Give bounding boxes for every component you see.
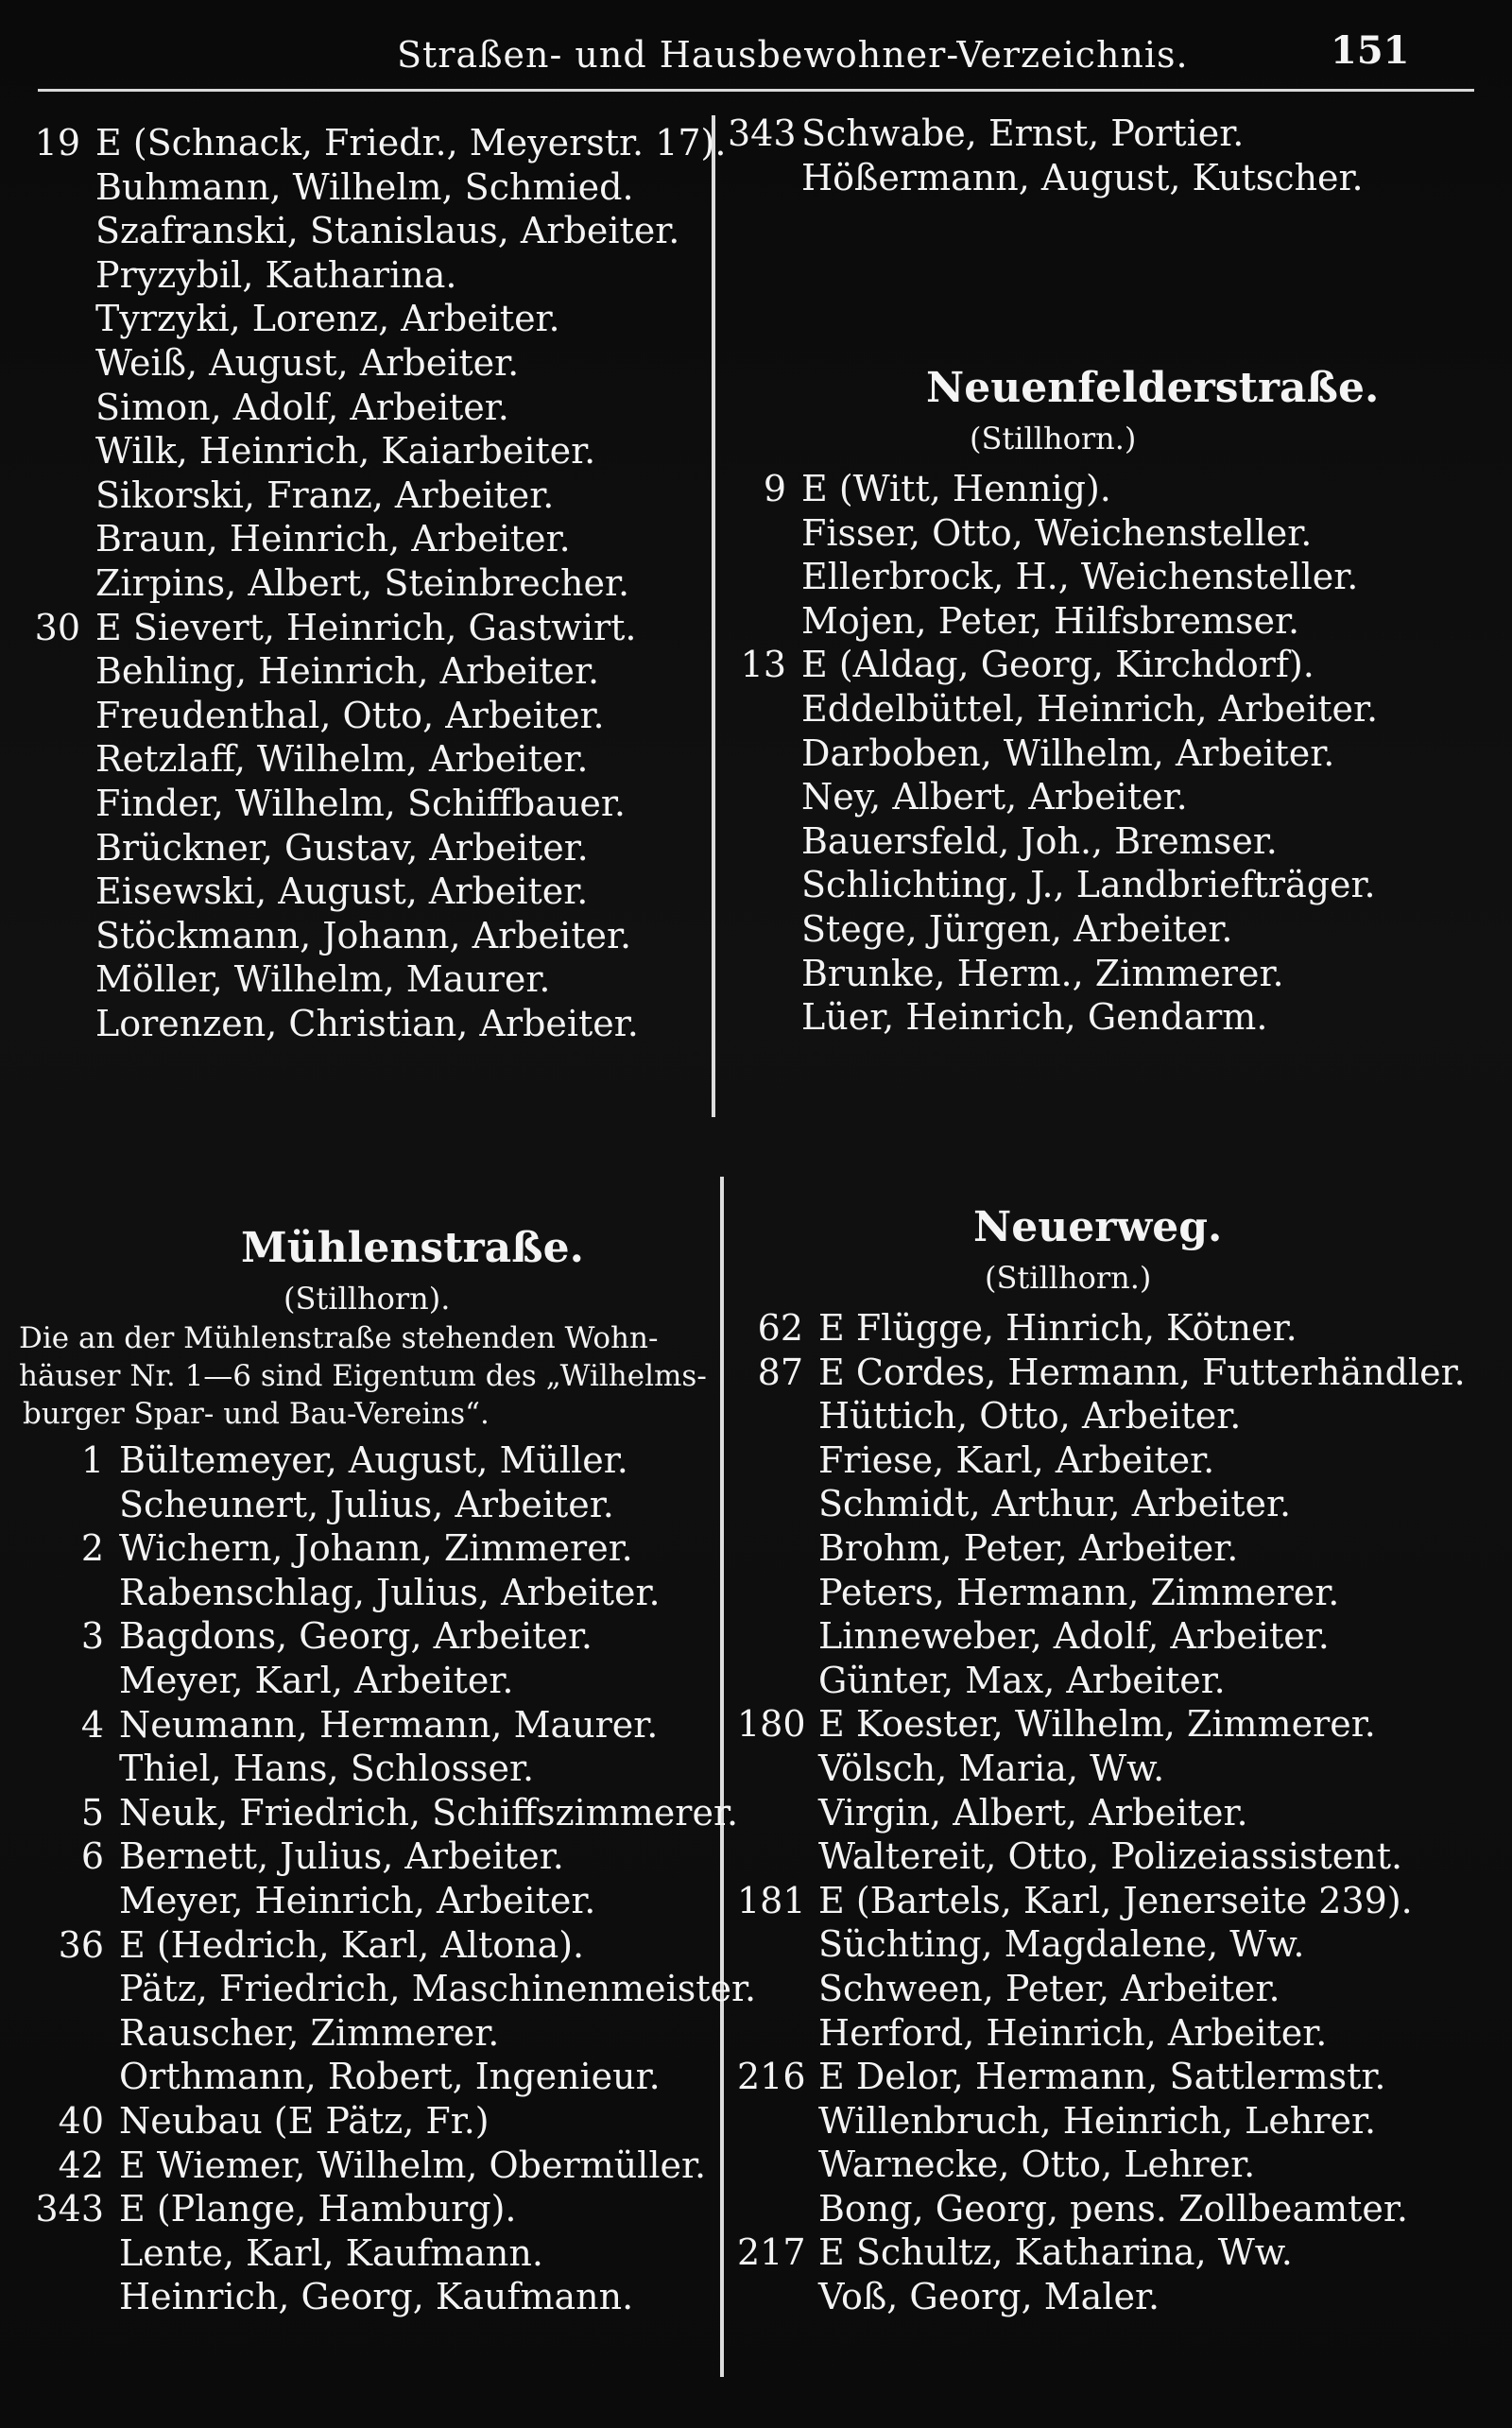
resident-entry: E Sievert, Heinrich, Gastwirt. <box>95 606 637 648</box>
directory-entry <box>728 687 1484 732</box>
directory-entry <box>728 511 1484 556</box>
directory-entry <box>19 1526 718 1571</box>
directory-entry <box>28 782 709 826</box>
directory-entry <box>19 1703 718 1748</box>
resident-entry: Simon, Adolf, Arbeiter. <box>95 386 509 428</box>
resident-entry: Rabenschlag, Julius, Arbeiter. <box>119 1571 661 1613</box>
directory-entry <box>728 952 1484 996</box>
directory-entry <box>19 1923 718 1968</box>
resident-entry: Brunke, Herm., Zimmerer. <box>801 952 1284 994</box>
neuenfelder-section <box>728 359 1484 1040</box>
directory-entry <box>728 156 1484 200</box>
resident-entry: E Wiemer, Wilhelm, Obermüller. <box>119 2144 707 2186</box>
directory-entry <box>19 2011 718 2056</box>
directory-entry <box>728 907 1484 952</box>
house-number: 9 <box>763 468 786 509</box>
resident-entry: Weiß, August, Arbeiter. <box>95 341 520 384</box>
directory-entry <box>737 1571 1493 1615</box>
resident-entry: Ellerbrock, H., Weichensteller. <box>801 556 1359 598</box>
directory-entry <box>737 2099 1493 2144</box>
directory-entry <box>737 1702 1493 1747</box>
directory-entry <box>19 2055 718 2099</box>
left-top-list <box>28 121 727 1045</box>
directory-entry <box>728 467 1484 511</box>
resident-entry: Lente, Karl, Kaufmann. <box>119 2231 543 2274</box>
house-number: 216 <box>737 2056 806 2098</box>
resident-entry: Freudenthal, Otto, Arbeiter. <box>95 694 605 736</box>
muehlen-list <box>19 1438 757 2319</box>
house-number: 6 <box>80 1835 104 1878</box>
house-number: 13 <box>740 644 786 686</box>
resident-entry: Meyer, Heinrich, Arbeiter. <box>119 1879 596 1921</box>
directory-entry <box>737 1614 1493 1659</box>
directory-entry <box>19 1438 718 1483</box>
neuerweg-section <box>737 1198 1493 2319</box>
resident-entry: Schween, Peter, Arbeiter. <box>818 1967 1280 2009</box>
resident-entry: Günter, Max, Arbeiter. <box>818 1659 1226 1701</box>
directory-entry <box>737 2143 1493 2187</box>
directory-entry <box>737 1922 1493 1967</box>
directory-entry <box>19 2187 718 2231</box>
house-number: 40 <box>58 2099 104 2142</box>
directory-entry <box>737 1967 1493 2011</box>
resident-entry: E Schultz, Katharina, Ww. <box>818 2231 1293 2274</box>
directory-entry <box>19 2231 718 2276</box>
directory-entry <box>19 2099 718 2144</box>
directory-entry <box>28 737 709 782</box>
directory-entry <box>28 694 709 738</box>
resident-entry: E (Plange, Hamburg). <box>119 2188 517 2230</box>
directory-entry <box>19 2275 718 2319</box>
resident-entry: Brückner, Gustav, Arbeiter. <box>95 826 589 869</box>
house-number: 30 <box>34 606 80 648</box>
muehlen-section <box>19 1219 757 2319</box>
resident-entry: E Flügge, Hinrich, Kötner. <box>818 1307 1297 1349</box>
directory-entry <box>737 1791 1493 1835</box>
resident-entry: E (Hedrich, Karl, Altona). <box>119 1923 585 1966</box>
directory-entry <box>19 1571 718 1615</box>
directory-entry <box>737 2011 1493 2056</box>
resident-entry: Völsch, Maria, Ww. <box>818 1747 1165 1789</box>
house-number: 343 <box>728 112 797 154</box>
directory-entry <box>737 1747 1493 1791</box>
directory-entry <box>19 1614 718 1659</box>
resident-entry: Buhmann, Wilhelm, Schmied. <box>95 165 634 208</box>
resident-entry: Herford, Heinrich, Arbeiter. <box>818 2011 1328 2054</box>
directory-entry <box>28 561 709 606</box>
resident-entry: Bültemeyer, August, Müller. <box>119 1439 628 1481</box>
resident-entry: Tyrzyki, Lorenz, Arbeiter. <box>95 298 560 340</box>
directory-entry <box>19 1967 757 2011</box>
directory-entry <box>737 1438 1493 1483</box>
running-title: Straßen- und Hausbewohner-Verzeichnis. <box>397 34 1189 76</box>
directory-entry <box>28 649 709 694</box>
section-heading: Neuenfelderstraße. <box>926 364 1380 412</box>
directory-entry <box>737 2230 1493 2275</box>
resident-entry: Fisser, Otto, Weichensteller. <box>801 511 1313 554</box>
directory-entry <box>728 643 1484 687</box>
resident-entry: Orthmann, Robert, Ingenieur. <box>119 2056 661 2098</box>
directory-entry <box>728 112 1484 156</box>
resident-entry: Stöckmann, Johann, Arbeiter. <box>95 914 632 956</box>
resident-entry: Behling, Heinrich, Arbeiter. <box>95 650 600 693</box>
directory-entry <box>737 1659 1493 1703</box>
section-note-line: burger Spar- und Bau-Vereins“. <box>23 1397 490 1431</box>
right-top-list <box>728 112 1484 199</box>
directory-entry <box>28 870 709 914</box>
directory-entry <box>28 606 709 650</box>
resident-entry: Süchting, Magdalene, Ww. <box>818 1923 1305 1966</box>
resident-entry: Ney, Albert, Arbeiter. <box>801 776 1188 818</box>
resident-entry: Lüer, Heinrich, Gendarm. <box>801 996 1268 1039</box>
section-subheading: (Stillhorn). <box>284 1281 451 1317</box>
resident-entry: Willenbruch, Heinrich, Lehrer. <box>818 2099 1377 2142</box>
resident-entry: Sikorski, Franz, Arbeiter. <box>95 474 555 516</box>
column-divider-top <box>712 115 715 1117</box>
resident-entry: Szafranski, Stanislaus, Arbeiter. <box>95 210 680 252</box>
resident-entry: Braun, Heinrich, Arbeiter. <box>95 518 571 560</box>
directory-entry <box>728 732 1484 776</box>
directory-entry <box>737 1482 1493 1526</box>
directory-entry <box>19 2144 718 2188</box>
directory-entry <box>19 1659 718 1703</box>
directory-entry <box>28 253 709 298</box>
resident-entry: Friese, Karl, Arbeiter. <box>818 1438 1215 1481</box>
resident-entry: Heinrich, Georg, Kaufmann. <box>119 2276 634 2318</box>
resident-entry: Finder, Wilhelm, Schiffbauer. <box>95 782 626 824</box>
house-number: 3 <box>80 1615 104 1658</box>
directory-entry <box>19 1879 718 1923</box>
resident-entry: Schmidt, Arthur, Arbeiter. <box>818 1483 1292 1525</box>
directory-entry <box>728 775 1484 819</box>
resident-entry: E Delor, Hermann, Sattlermstr. <box>818 2056 1386 2098</box>
directory-entry <box>737 1306 1493 1351</box>
directory-entry <box>28 1002 709 1046</box>
resident-entry: Eddelbüttel, Heinrich, Arbeiter. <box>801 687 1379 730</box>
house-number: 62 <box>757 1307 803 1349</box>
column-divider-bottom <box>720 1177 724 2377</box>
resident-entry: Linneweber, Adolf, Arbeiter. <box>818 1615 1330 1658</box>
resident-entry: Stege, Jürgen, Arbeiter. <box>801 907 1233 950</box>
header-rule <box>38 89 1474 92</box>
resident-entry: Meyer, Karl, Arbeiter. <box>119 1659 514 1701</box>
directory-entry <box>28 914 709 958</box>
section-note-line: Die an der Mühlenstraße stehenden Wohn- <box>19 1321 659 1355</box>
directory-entry <box>28 341 709 386</box>
house-number: 5 <box>80 1791 104 1834</box>
directory-entry <box>28 826 709 870</box>
directory-entry <box>737 2055 1493 2099</box>
directory-entry <box>728 555 1484 599</box>
directory-entry <box>19 1834 718 1879</box>
directory-entry <box>728 819 1484 864</box>
resident-entry: Neumann, Hermann, Maurer. <box>119 1703 659 1746</box>
resident-entry: Peters, Hermann, Zimmerer. <box>818 1571 1340 1613</box>
directory-entry <box>737 1526 1493 1571</box>
resident-entry: Rauscher, Zimmerer. <box>119 2011 500 2054</box>
resident-entry: Wichern, Johann, Zimmerer. <box>119 1527 633 1570</box>
directory-entry <box>728 863 1484 907</box>
resident-entry: E (Witt, Hennig). <box>801 468 1111 509</box>
house-number: 180 <box>737 1703 806 1746</box>
directory-entry <box>737 2187 1493 2231</box>
directory-entry <box>28 957 709 1002</box>
section-heading: Neuerweg. <box>973 1203 1223 1251</box>
directory-entry <box>737 1394 1493 1438</box>
resident-entry: Hößermann, August, Kutscher. <box>801 156 1364 198</box>
directory-entry <box>28 474 709 518</box>
house-number: 2 <box>80 1527 104 1570</box>
directory-entry <box>19 1483 718 1527</box>
resident-entry: Bagdons, Georg, Arbeiter. <box>119 1615 593 1658</box>
directory-entry <box>737 1834 1493 1879</box>
house-number: 343 <box>35 2188 104 2230</box>
resident-entry: E (Aldag, Georg, Kirchdorf). <box>801 644 1314 686</box>
neuenfelder-list <box>728 467 1484 1040</box>
house-number: 4 <box>80 1703 104 1746</box>
directory-entry <box>28 209 709 253</box>
page-header <box>0 28 1512 85</box>
house-number: 217 <box>737 2231 806 2274</box>
house-number: 87 <box>757 1351 803 1393</box>
directory-entry <box>737 2275 1493 2319</box>
resident-entry: Pryzybil, Katharina. <box>95 253 457 296</box>
resident-entry: Brohm, Peter, Arbeiter. <box>818 1526 1239 1569</box>
resident-entry: Neuk, Friedrich, Schiffszimmerer. <box>119 1791 739 1834</box>
resident-entry: E (Bartels, Karl, Jenerseite 239). <box>818 1879 1413 1921</box>
house-number: 1 <box>80 1439 104 1481</box>
directory-entry <box>19 1747 718 1791</box>
resident-entry: Pätz, Friedrich, Maschinenmeister. <box>119 1968 757 2010</box>
resident-entry: Eisewski, August, Arbeiter. <box>95 870 589 913</box>
resident-entry: E Cordes, Hermann, Futterhändler. <box>818 1351 1466 1393</box>
resident-entry: Zirpins, Albert, Steinbrecher. <box>95 561 630 604</box>
neuerweg-list <box>737 1306 1493 2319</box>
resident-entry: Bernett, Julius, Arbeiter. <box>119 1835 564 1878</box>
resident-entry: Möller, Wilhelm, Maurer. <box>95 958 551 1001</box>
section-subheading: (Stillhorn.) <box>970 421 1137 456</box>
house-number: 42 <box>58 2144 104 2186</box>
directory-entry <box>28 165 709 210</box>
resident-entry: Voß, Georg, Maler. <box>818 2276 1160 2318</box>
directory-entry <box>728 995 1484 1040</box>
directory-entry <box>28 121 727 165</box>
resident-entry: Darboben, Wilhelm, Arbeiter. <box>801 732 1335 774</box>
resident-entry: Wilk, Heinrich, Kaiarbeiter. <box>95 430 596 473</box>
directory-entry <box>28 386 709 430</box>
directory-entry <box>728 599 1484 644</box>
resident-entry: Scheunert, Julius, Arbeiter. <box>119 1483 614 1525</box>
directory-entry <box>28 517 709 561</box>
resident-entry: Warnecke, Otto, Lehrer. <box>818 2144 1256 2186</box>
section-subheading: (Stillhorn.) <box>985 1260 1152 1296</box>
directory-entry <box>28 297 709 341</box>
directory-entry <box>19 1791 739 1835</box>
resident-entry: Schlichting, J., Landbriefträger. <box>801 864 1376 906</box>
resident-entry: Thiel, Hans, Schlosser. <box>119 1748 535 1790</box>
section-heading: Mühlenstraße. <box>241 1224 584 1272</box>
section-note-line: häuser Nr. 1—6 sind Eigentum des „Wilhelms- <box>19 1359 707 1393</box>
page-number: 151 <box>1331 28 1410 73</box>
house-number: 19 <box>34 122 80 164</box>
resident-entry: Mojen, Peter, Hilfsbremser. <box>801 599 1300 642</box>
directory-entry <box>737 1351 1493 1395</box>
resident-entry: Virgin, Albert, Arbeiter. <box>818 1791 1248 1834</box>
resident-entry: Hüttich, Otto, Arbeiter. <box>818 1395 1242 1438</box>
directory-entry <box>28 429 709 474</box>
resident-entry: Waltereit, Otto, Polizeiassistent. <box>818 1835 1403 1878</box>
resident-entry: Bong, Georg, pens. Zollbeamter. <box>818 2187 1408 2230</box>
resident-entry: Neubau (E Pätz, Fr.) <box>119 2099 490 2142</box>
directory-entry <box>737 1879 1493 1923</box>
resident-entry: E Koester, Wilhelm, Zimmerer. <box>818 1703 1376 1746</box>
resident-entry: Retzlaff, Wilhelm, Arbeiter. <box>95 738 589 781</box>
resident-entry: E (Schnack, Friedr., Meyerstr. 17). <box>95 122 727 164</box>
resident-entry: Schwabe, Ernst, Portier. <box>801 112 1245 154</box>
house-number: 181 <box>737 1879 806 1921</box>
resident-entry: Lorenzen, Christian, Arbeiter. <box>95 1002 639 1044</box>
resident-entry: Bauersfeld, Joh., Bremser. <box>801 819 1278 862</box>
house-number: 36 <box>58 1923 104 1966</box>
